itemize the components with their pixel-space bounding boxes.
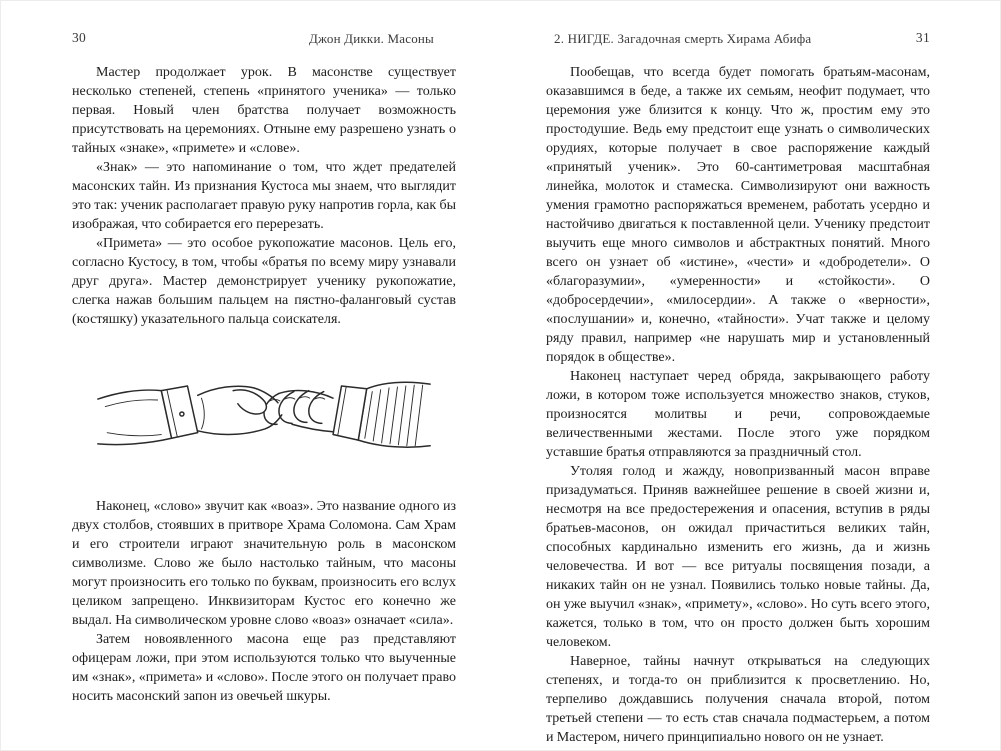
running-head-right: 2. НИГДЕ. Загадочная смерть Хирама Абифа [554,31,812,46]
page-number-left: 30 [72,30,87,45]
paragraph: Утоляя голод и жажду, новопризванный масон вправе призадуматься. Приняв важнейшее решение в своей жизни и, несмотря на все предостережения и опасения, вступив в ряды братьев-масонов, он ожидал причаститься великих тайн, способных кардинально изменить его жизнь, да и жизнь человечества. И вот — все ритуалы посвящения позади, а никаких тайн он не узнал. Появились только новые тайны. Да, он уже выучил «знак», «примету», «слово». Но суть всего этого, кажется, только в том, что он просто должен быть хорошим человеком. [546,464,930,650]
paragraph: Наверное, тайны начнут открываться на следующих степенях, и тогда-то он приблизится к просветлению. Но, терпеливо дождавшись получения сначала второй, потом третьей степени — то есть став сначала подмастерьем, а потом и Мастером, ничего принципиально нового он не узнает. [546,654,930,745]
paragraph: Наконец, «слово» звучит как «воаз». Это название одного из двух столбов, стоявших в притворе Храма Соломона. Сам Храм и его строители играют значительную роль в масонском символизме. Слово же было настолько тайным, что масоны могут произносить его только по буквам, произносить его вслух целиком запрещено. Инквизиторам Кустос его конечно же выдал. На символическом уровне слово «воаз» означает «сила». [72,499,456,628]
handshake-drawing-icon [96,344,432,484]
paragraph: Наконец наступает черед обряда, закрывающего работу ложи, в котором тоже используется множество знаков, стуков, произносятся молитвы и речи, сопровождаемые величественными жестами. После этого уже порядком уставшие братья отправляются за праздничный стол. [546,369,930,460]
paragraph: Мастер продолжает урок. В масонстве существует несколько степеней, степень «принятого ученика» — только первая. Новый член братства получает возможность присутствовать на церемониях. Отныне ему разрешено узнать о тайных «знаке», «примете» и «слове». [72,65,456,156]
paragraph: «Примета» — это особое рукопожатие масонов. Цель его, согласно Кустосу, в том, чтобы «братья по всему миру узнавали друг друга». Мастер демонстрирует ученику рукопожатие, слегка нажав большим пальцем на пястно-фаланговый сустав (костяшку) указательного пальца соискателя. [72,236,456,327]
left-page [72,0,456,751]
handshake-illustration [96,344,432,484]
running-head-left: Джон Дикки. Масоны [308,31,434,46]
paragraph: «Знак» — это напоминание о том, что ждет предателей масонских тайн. Из признания Кустоса мы знаем, что выглядит это так: ученик располагает правую руку напротив горла, как бы изображая, что собирается его перерезать. [72,160,456,232]
paragraph: Затем новоявленного масона еще раз представляют офицерам ложи, при этом используются только что выученные им «знак», «примета» и «слово». После этого он получает право носить масонский запон из овечьей шкуры. [72,632,456,704]
paragraph: Пообещав, что всегда будет помогать братьям-масонам, оказавшимся в беде, а также их семьям, неофит подумает, что церемония уже близится к концу. Что ж, простим ему это простодушие. Ведь ему предстоит еще узнать о символических орудиях, которые получает в свое распоряжение каждый «принятый ученик». Это 60-сантиметровая масштабная линейка, молоток и стамеска. Символизируют они важность умения грамотно распоряжаться временем, работать усердно и настойчиво двигаться к поставленной цели. Ученику предстоит выучить еще много символов и абстрактных понятий. Много всего он узнает об «истине», «чести» и «добродетели». О «благоразумии», «умеренности» и «стойкости». О «добросердечии», «милосердии». А также о «верности», «послушании» и, конечно, «тайности». Учат также и целому ряду правил, например «не нарушать мир и установленный порядок в обществе». [546,65,930,365]
right-page [546,0,930,751]
right-page-text [546,63,930,751]
left-page-text [72,63,456,751]
page-number-right: 31 [915,30,930,45]
